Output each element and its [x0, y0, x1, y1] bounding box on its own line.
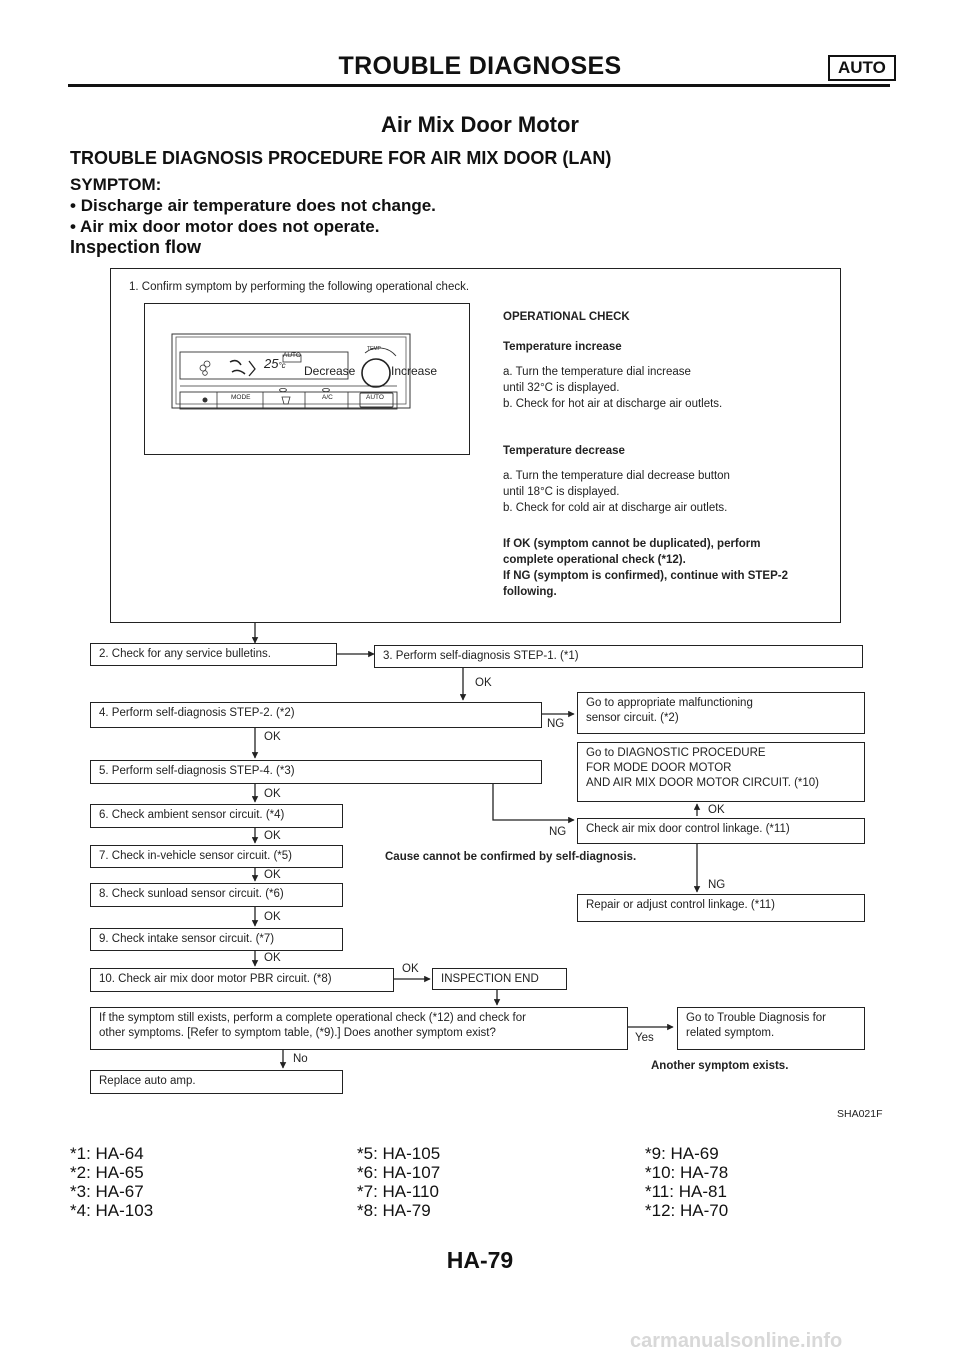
decrease-step-a2: until 18°C is displayed. [503, 486, 620, 498]
label-ok-linkage: OK [708, 804, 725, 816]
label-ok-step4: OK [264, 731, 281, 743]
mode-button-label: MODE [231, 394, 251, 401]
symptom-label: SYMPTOM: [70, 175, 162, 194]
step4-box: 4. Perform self-diagnosis STEP-2. (*2) [90, 702, 542, 728]
label-no: No [293, 1053, 308, 1065]
section-title: Air Mix Door Motor [381, 112, 579, 137]
bullet-icon: • [70, 196, 76, 215]
linkage-check-box: Check air mix door control linkage. (*11) [577, 818, 865, 844]
label-ok-step3: OK [475, 677, 492, 689]
replace-amp-box: Replace auto amp. [90, 1070, 343, 1094]
malfunction-box: Go to appropriate malfunctioning sensor circuit. (*2) [577, 692, 865, 734]
step8-box: 8. Check sunload sensor circuit. (*6) [90, 883, 343, 907]
refs-column-1: *1: HA-64 *2: HA-65 *3: HA-67 *4: HA-103 [70, 1144, 154, 1220]
ac-button-label: A/C [322, 394, 333, 401]
increase-step-a2: until 32°C is displayed. [503, 382, 620, 394]
decrease-label: Decrease [304, 364, 356, 378]
result-line-4: following. [503, 586, 557, 598]
symptom-item: • Air mix door motor does not operate. [70, 217, 380, 236]
label-ok-step6: OK [264, 830, 281, 842]
step5-box: 5. Perform self-diagnosis STEP-4. (*3) [90, 760, 542, 784]
page-number: HA-79 [446, 1247, 514, 1273]
auto-button-label: AUTO [366, 394, 384, 401]
auto-badge: AUTO [828, 55, 896, 81]
label-ng-step5: NG [549, 826, 567, 838]
control-panel-illustration [145, 304, 469, 454]
final-check-box: If the symptom still exists, perform a complete operational check (*12) and check for other symptoms. [Refer to symptom table, (*9).] Does another symptom exist? [90, 1007, 628, 1050]
increase-step-b: b. Check for hot air at discharge air outlets. [503, 398, 723, 410]
label-ng-linkage: NG [708, 879, 726, 891]
label-ok-step10: OK [402, 963, 419, 975]
panel-auto-indicator: AUTO [283, 352, 301, 359]
step2-box: 2. Check for any service bulletins. [90, 643, 337, 666]
operational-check-title: OPERATIONAL CHECK [503, 311, 630, 323]
label-ok-step7: OK [264, 869, 281, 881]
label-yes: Yes [635, 1032, 654, 1044]
label-ok-step9: OK [264, 952, 281, 964]
control-panel-figure [144, 303, 470, 455]
symptom-item: • Discharge air temperature does not change. [70, 196, 436, 215]
another-symptom-label: Another symptom exists. [651, 1060, 789, 1072]
decrease-step-b: b. Check for cold air at discharge air outlets. [503, 502, 728, 514]
increase-label: Increase [391, 364, 438, 378]
step1-title: 1. Confirm symptom by performing the following operational check. [129, 281, 470, 293]
temp-decrease-title: Temperature decrease [503, 445, 625, 457]
result-line-2: complete operational check (*12). [503, 554, 686, 566]
cause-not-confirmed-label: Cause cannot be confirmed by self-diagnosis. [385, 851, 637, 863]
label-ng-step4: NG [547, 718, 565, 730]
step3-box: 3. Perform self-diagnosis STEP-1. (*1) [374, 645, 863, 668]
refs-column-2: *5: HA-105 *6: HA-107 *7: HA-110 *8: HA-79 [357, 1144, 441, 1220]
step10-box: 10. Check air mix door motor PBR circuit. (*8) [90, 968, 394, 992]
step7-box: 7. Check in-vehicle sensor circuit. (*5) [90, 845, 343, 868]
repair-linkage-box: Repair or adjust control linkage. (*11) [577, 894, 865, 922]
diagnostic-procedure-box: Go to DIAGNOSTIC PROCEDURE FOR MODE DOOR MOTOR AND AIR MIX DOOR MOTOR CIRCUIT. (*10) [577, 742, 865, 802]
bullet-icon: • [70, 217, 76, 236]
increase-step-a1: a. Turn the temperature dial increase [503, 366, 691, 378]
watermark: carmanualsonline.info [630, 1330, 843, 1352]
label-ok-step8: OK [264, 911, 281, 923]
inspection-flow-title: Inspection flow [70, 237, 202, 257]
panel-temp-label: TEMP [367, 346, 381, 352]
result-line-1: If OK (symptom cannot be duplicated), perform [503, 538, 761, 550]
temp-increase-title: Temperature increase [503, 341, 622, 353]
panel-temp: 25°c [264, 356, 286, 371]
inspection-end-box: INSPECTION END [432, 968, 567, 990]
trouble-diagnosis-box: Go to Trouble Diagnosis for related symptom. [677, 1007, 865, 1050]
figure-id: SHA021F [837, 1108, 883, 1120]
page-header-title: TROUBLE DIAGNOSES [338, 52, 622, 80]
decrease-step-a1: a. Turn the temperature dial decrease button [503, 470, 730, 482]
procedure-title: TROUBLE DIAGNOSIS PROCEDURE FOR AIR MIX DOOR (LAN) [70, 148, 612, 168]
label-ok-step5: OK [264, 788, 281, 800]
step9-box: 9. Check intake sensor circuit. (*7) [90, 928, 343, 951]
step6-box: 6. Check ambient sensor circuit. (*4) [90, 804, 343, 828]
refs-column-3: *9: HA-69 *10: HA-78 *11: HA-81 *12: HA-70 [645, 1144, 729, 1220]
result-line-3: If NG (symptom is confirmed), continue with STEP-2 [503, 570, 788, 582]
